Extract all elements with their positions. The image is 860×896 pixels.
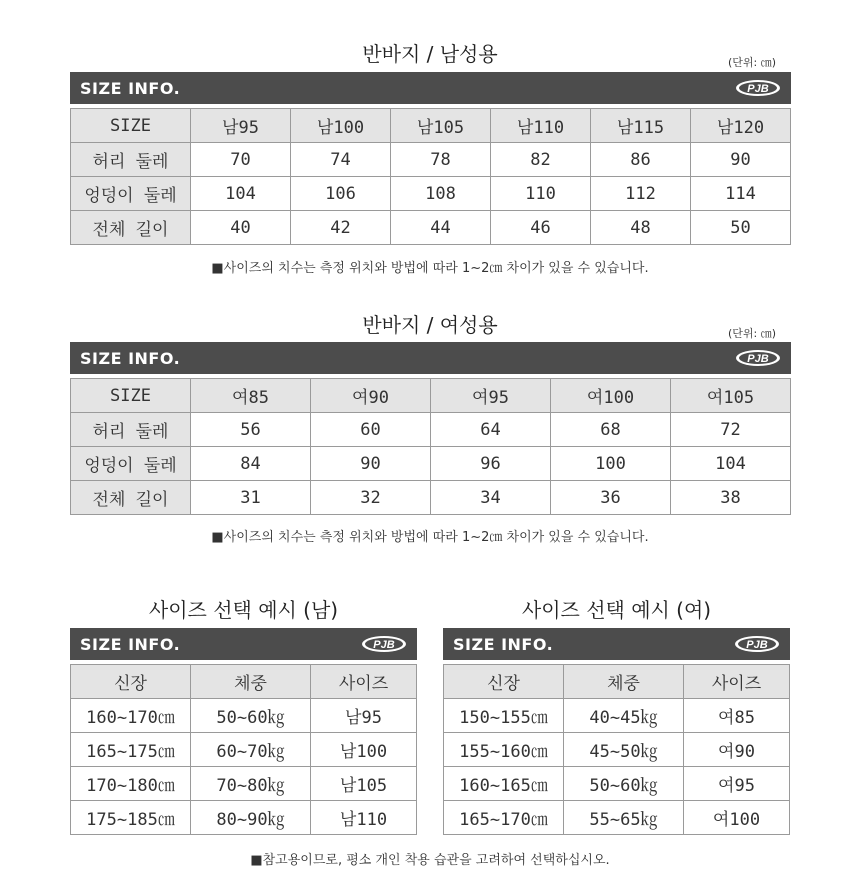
size-info-label: SIZE INFO.	[80, 634, 181, 654]
example-men-table	[70, 664, 417, 835]
table-cell: 38	[671, 481, 791, 515]
men-section-title: 반바지 / 남성용	[362, 42, 498, 66]
table-row	[71, 733, 417, 767]
table-cell: 104	[671, 447, 791, 481]
table-header-cell: SIZE	[71, 109, 191, 143]
women-unit-label: (단위: ㎝)	[728, 327, 777, 340]
table-cell: 70	[191, 143, 291, 177]
table-cell: 78	[391, 143, 491, 177]
table-header-row	[71, 109, 791, 143]
men-size-table	[70, 108, 791, 245]
table-header-cell: 사이즈	[684, 665, 790, 699]
table-cell: 114	[691, 177, 791, 211]
table-header-cell: 여85	[191, 379, 311, 413]
table-row-header: 엉덩이 둘레	[71, 447, 191, 481]
pjb-logo-icon	[361, 635, 407, 653]
table-cell: 90	[691, 143, 791, 177]
table-cell: 56	[191, 413, 311, 447]
table-cell: 50~60㎏	[564, 767, 684, 801]
table-row-header: 전체 길이	[71, 211, 191, 245]
table-cell: 남100	[311, 733, 417, 767]
table-cell: 165~170㎝	[444, 801, 564, 835]
table-cell: 여100	[684, 801, 790, 835]
table-cell: 50~60㎏	[191, 699, 311, 733]
pjb-logo-icon	[735, 79, 781, 97]
table-row	[444, 699, 790, 733]
table-row	[71, 699, 417, 733]
women-section-title: 반바지 / 여성용	[362, 313, 498, 337]
table-cell: 160~165㎝	[444, 767, 564, 801]
table-cell: 165~175㎝	[71, 733, 191, 767]
table-row-header: 허리 둘레	[71, 143, 191, 177]
table-cell: 84	[191, 447, 311, 481]
table-row	[71, 177, 791, 211]
table-row	[71, 481, 791, 515]
table-cell: 175~185㎝	[71, 801, 191, 835]
table-cell: 여85	[684, 699, 790, 733]
table-cell: 34	[431, 481, 551, 515]
table-cell: 48	[591, 211, 691, 245]
table-cell: 70~80㎏	[191, 767, 311, 801]
table-cell: 여90	[684, 733, 790, 767]
table-cell: 40~45㎏	[564, 699, 684, 733]
table-header-cell: 여100	[551, 379, 671, 413]
table-header-cell: 남115	[591, 109, 691, 143]
table-cell: 86	[591, 143, 691, 177]
table-header-cell: SIZE	[71, 379, 191, 413]
example-men-size-info-bar	[70, 628, 417, 660]
table-cell: 104	[191, 177, 291, 211]
table-cell: 60~70㎏	[191, 733, 311, 767]
table-row	[444, 733, 790, 767]
table-cell: 90	[311, 447, 431, 481]
table-row-header: 허리 둘레	[71, 413, 191, 447]
table-cell: 160~170㎝	[71, 699, 191, 733]
table-cell: 50	[691, 211, 791, 245]
table-cell: 36	[551, 481, 671, 515]
table-cell: 남105	[311, 767, 417, 801]
size-info-label: SIZE INFO.	[80, 348, 181, 368]
table-header-cell: 여90	[311, 379, 431, 413]
table-header-cell: 남100	[291, 109, 391, 143]
table-row	[71, 801, 417, 835]
table-cell: 72	[671, 413, 791, 447]
table-row	[444, 767, 790, 801]
table-cell: 40	[191, 211, 291, 245]
svg-text:PJB: PJB	[373, 639, 395, 651]
table-header-row	[444, 665, 790, 699]
table-header-row	[71, 379, 791, 413]
table-cell: 100	[551, 447, 671, 481]
table-cell: 96	[431, 447, 551, 481]
svg-text:PJB: PJB	[747, 353, 769, 365]
table-cell: 42	[291, 211, 391, 245]
table-cell: 55~65㎏	[564, 801, 684, 835]
table-row	[71, 447, 791, 481]
table-cell: 여95	[684, 767, 790, 801]
table-row-header: 전체 길이	[71, 481, 191, 515]
table-cell: 44	[391, 211, 491, 245]
table-cell: 46	[491, 211, 591, 245]
table-cell: 64	[431, 413, 551, 447]
table-cell: 82	[491, 143, 591, 177]
table-cell: 112	[591, 177, 691, 211]
pjb-logo-icon	[734, 635, 780, 653]
table-cell: 150~155㎝	[444, 699, 564, 733]
table-header-cell: 남95	[191, 109, 291, 143]
men-unit-label: (단위: ㎝)	[728, 56, 777, 69]
table-header-cell: 체중	[191, 665, 311, 699]
table-cell: 45~50㎏	[564, 733, 684, 767]
women-size-info-bar	[70, 342, 791, 374]
table-cell: 32	[311, 481, 431, 515]
table-cell: 74	[291, 143, 391, 177]
example-women-table	[443, 664, 790, 835]
pjb-logo-icon	[735, 349, 781, 367]
example-women-size-info-bar	[443, 628, 790, 660]
table-row	[444, 801, 790, 835]
table-header-cell: 여105	[671, 379, 791, 413]
men-measurement-note: ■사이즈의 치수는 측정 위치와 방법에 따라 1~2㎝ 차이가 있을 수 있습니다.	[211, 261, 649, 276]
table-header-cell: 신장	[444, 665, 564, 699]
table-cell: 남110	[311, 801, 417, 835]
table-row	[71, 413, 791, 447]
svg-text:PJB: PJB	[747, 83, 769, 95]
table-row	[71, 143, 791, 177]
svg-text:PJB: PJB	[746, 639, 768, 651]
table-header-cell: 남105	[391, 109, 491, 143]
example-women-title: 사이즈 선택 예시 (여)	[521, 598, 712, 622]
table-header-cell: 남120	[691, 109, 791, 143]
table-header-cell: 체중	[564, 665, 684, 699]
table-cell: 106	[291, 177, 391, 211]
table-header-cell: 신장	[71, 665, 191, 699]
men-size-info-bar	[70, 72, 791, 104]
table-cell: 68	[551, 413, 671, 447]
table-cell: 60	[311, 413, 431, 447]
table-header-cell: 남110	[491, 109, 591, 143]
women-measurement-note: ■사이즈의 치수는 측정 위치와 방법에 따라 1~2㎝ 차이가 있을 수 있습니다.	[211, 530, 649, 545]
table-cell: 80~90㎏	[191, 801, 311, 835]
women-size-table	[70, 378, 791, 515]
example-men-title: 사이즈 선택 예시 (남)	[148, 598, 339, 622]
table-row	[71, 211, 791, 245]
table-cell: 155~160㎝	[444, 733, 564, 767]
size-info-label: SIZE INFO.	[80, 78, 181, 98]
table-row	[71, 767, 417, 801]
table-cell: 108	[391, 177, 491, 211]
table-row-header: 엉덩이 둘레	[71, 177, 191, 211]
table-cell: 남95	[311, 699, 417, 733]
table-cell: 31	[191, 481, 311, 515]
size-info-label: SIZE INFO.	[453, 634, 554, 654]
table-cell: 170~180㎝	[71, 767, 191, 801]
table-header-cell: 여95	[431, 379, 551, 413]
table-header-row	[71, 665, 417, 699]
table-header-cell: 사이즈	[311, 665, 417, 699]
footer-note: ■참고용이므로, 평소 개인 착용 습관을 고려하여 선택하십시오.	[250, 853, 610, 868]
table-cell: 110	[491, 177, 591, 211]
